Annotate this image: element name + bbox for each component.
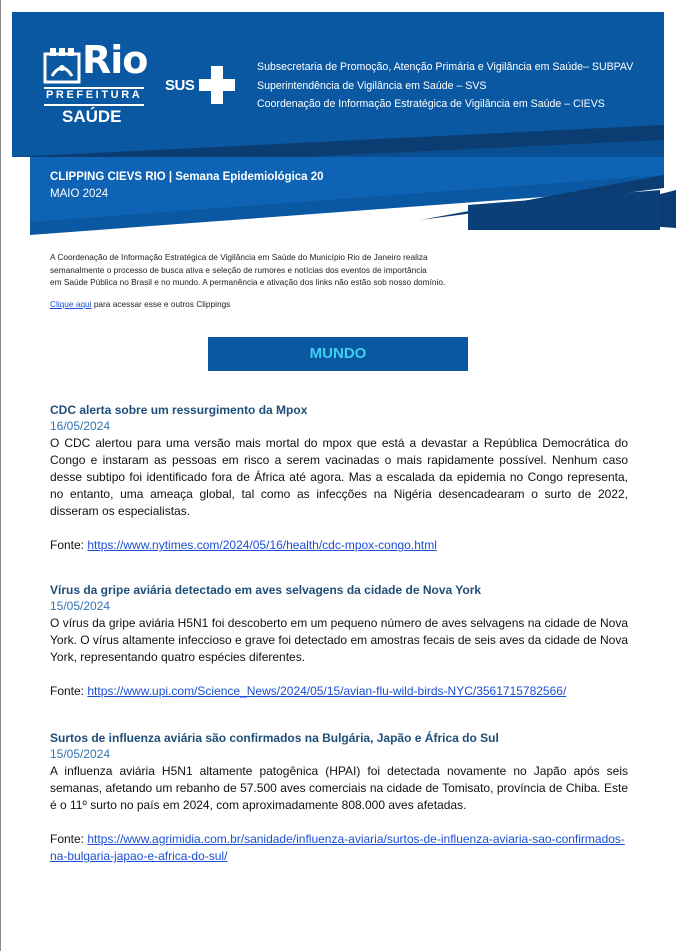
article-source bbox=[50, 831, 628, 865]
article-date: 15/05/2024 bbox=[50, 747, 111, 761]
header-subtitles bbox=[257, 58, 633, 114]
article bbox=[50, 730, 628, 865]
section-title: MUNDO bbox=[309, 345, 367, 362]
intro-line: semanalmente o processo de busca ativa e seleção de rumores e notícias dos eventos de importância bbox=[50, 264, 427, 275]
intro-line: A Coordenação de Informação Estratégica de Vigilância em Saúde do Município Rio de Janeiro realiza bbox=[50, 252, 428, 262]
section-header-box bbox=[208, 337, 468, 371]
article-title: CDC alerta sobre um ressurgimento da Mpox bbox=[50, 403, 308, 417]
article-body: O CDC alertou para uma versão mais mortal do mpox que está a devastar a República Democrática do Congo e instaram as pessoas em risco a serem vacinadas o mais rapidamente possível. Nenhum caso desse subtipo foi identificado fora de África até agora. Mas a escalada da epidemia no Congo representa, no entanto, uma ameaça global, tal como as infecções na Nigéria desencadearam o surto de 2022, disseram os especialistas. bbox=[50, 436, 628, 518]
subtitle-svs: Superintendência de Vigilância em Saúde – SVS bbox=[257, 79, 487, 92]
intro-paragraph bbox=[50, 251, 510, 289]
article-title: Surtos de influenza aviária são confirmados na Bulgária, Japão e África do Sul bbox=[50, 731, 499, 745]
source-link[interactable]: https://www.agrimidia.com.br/sanidade/influenza-aviaria/surtos-de-influenza-aviaria-sao-confirmados-na-bulgaria-japao-e-africa-do-sul/ bbox=[50, 832, 625, 863]
intro-link-line bbox=[50, 299, 230, 309]
source-label: Fonte: bbox=[50, 538, 88, 552]
subtitle-cievs: Coordenação de Informação Estratégica de Vigilância em Saúde – CIEVS bbox=[257, 98, 605, 110]
article-source bbox=[50, 537, 628, 554]
logo-divider bbox=[44, 104, 144, 106]
article bbox=[50, 582, 628, 700]
article-body: O vírus da gripe aviária H5N1 foi descoberto em um pequeno número de aves selvagens na cidade de Nova York. O vírus altamente infeccioso e grave foi detectado em amostras fecais de seis aves da cidade de Nova York, representando quatro espécies diferentes. bbox=[50, 616, 628, 664]
source-link[interactable]: https://www.upi.com/Science_News/2024/05/15/avian-flu-wild-birds-NYC/3561715782566/ bbox=[87, 684, 567, 698]
source-link[interactable]: https://www.nytimes.com/2024/05/16/health/cdc-mpox-congo.html bbox=[87, 538, 437, 552]
logo-prefeitura-text: PREFEITURA bbox=[46, 89, 143, 101]
health-cross-icon bbox=[199, 66, 235, 104]
article-date: 15/05/2024 bbox=[50, 599, 111, 613]
source-label: Fonte: bbox=[50, 684, 88, 698]
sus-logo bbox=[165, 66, 237, 106]
clipping-title: CLIPPING CIEVS RIO | Semana Epidemiológica 20 bbox=[50, 171, 324, 183]
article-date: 16/05/2024 bbox=[50, 419, 111, 433]
article-source bbox=[50, 683, 628, 700]
intro-link-suffix: para acessar esse e outros Clippings bbox=[91, 299, 231, 309]
rio-crest-icon bbox=[42, 46, 82, 84]
article-title: Vírus da gripe aviária detectado em aves selvagens da cidade de Nova York bbox=[50, 583, 482, 597]
clique-aqui-link[interactable]: Clique aqui bbox=[50, 299, 92, 309]
prefeitura-rio-logo bbox=[42, 38, 152, 132]
article bbox=[50, 402, 628, 554]
intro-line: em Saúde Pública no Brasil e no mundo. A permanência e ativação dos links não estão sob nosso domínio. bbox=[50, 277, 446, 288]
logo-sus-text: SUS bbox=[165, 77, 195, 94]
source-label: Fonte: bbox=[50, 832, 88, 846]
clipping-date: MAIO 2024 bbox=[50, 188, 109, 200]
subtitle-subpav: Subsecretaria de Promoção, Atenção Primária e Vigilância em Saúde– SUBPAV bbox=[257, 61, 634, 73]
logo-saude-text: SAÚDE bbox=[62, 107, 122, 126]
article-body: A influenza aviária H5N1 altamente patogênica (HPAI) foi detectada novamente no Japão após seis semanas, afetando um rebanho de 57.500 aves comerciais na cidade de Tomisato, província de Chiba. Este é o 11º surto no país em 2024, com aproximadamente 808.000 aves afetadas. bbox=[50, 764, 628, 812]
logo-rio-text: Rio bbox=[82, 38, 148, 82]
